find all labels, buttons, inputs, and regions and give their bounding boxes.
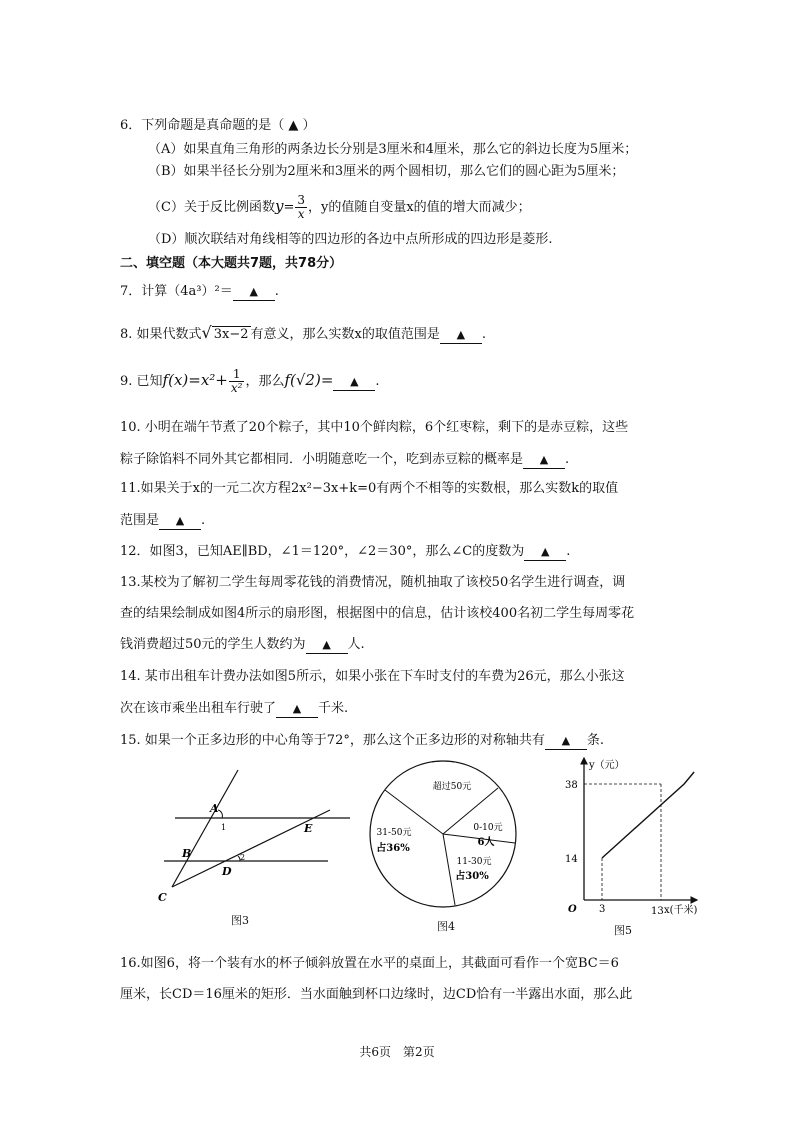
q10-line-1: 10. 小明在端午节煮了20个粽子，其中10个鲜肉粽，6个红枣粽，剩下的是赤豆粽，这些 (120, 420, 629, 435)
q8-end: . (481, 327, 487, 342)
q14-answer-blank[interactable] (276, 701, 318, 718)
label-d: D (222, 865, 232, 878)
q8-text-mid: 有意义，那么实数x的取值范围是 (250, 327, 440, 342)
q9-text-mid: ，那么 (245, 374, 285, 389)
q8-radicand: 3x−2 (213, 327, 249, 342)
triangle-icon: ▲ (456, 328, 466, 341)
label-a: A (210, 802, 219, 815)
figure-3 (150, 760, 365, 930)
q9-fraction (229, 368, 245, 395)
q15 (120, 731, 604, 751)
q15-answer-blank[interactable] (545, 733, 587, 750)
q16-line-1: 16.如图6，将一个装有水的杯子倾斜放置在水平的桌面上，其截面可看作一个宽BC＝6 (120, 956, 619, 971)
q10-answer-blank[interactable] (523, 452, 565, 469)
q11-line-1: 11.如果关于x的一元二次方程2x²−3x+k=0有两个不相等的实数根，那么实数k的取值 (120, 481, 619, 496)
pie-sub-11-30: 占30% (455, 871, 489, 882)
q9-end: . (375, 374, 380, 389)
q6-option-d: （D）顺次联结对角线相等的四边形的各边中点所形成的四边形是菱形. (148, 232, 553, 247)
q7-text: 7．计算（4a³）²＝ (120, 284, 233, 299)
label-angle-2: 2 (240, 853, 246, 862)
section-2-heading: 二、填空题（本大题共7题，共78分） (120, 256, 343, 271)
q7-answer-blank[interactable] (233, 284, 275, 301)
q15-end: 条. (586, 733, 604, 748)
triangle-icon: ▲ (561, 734, 571, 747)
q9-fv: f(√2)= (284, 371, 334, 389)
q16-line-2: 厘米，长CD＝16厘米的矩形．当水面触到杯口边缘时，边CD恰有一半露出水面，那么此 (120, 987, 633, 1002)
q15-text: 15. 如果一个正多边形的中心角等于72°，那么这个正多边形的对称轴共有 (120, 733, 545, 748)
q13-line-2: 查的结果绘制成如图4所示的扇形图，根据图中的信息，估计该校400名初二学生每周零花 (120, 606, 635, 621)
q6-option-c: （C）关于反比例函数y= $\frac{3}{x}$ ，y的值随自变量x的值的增大而减少； (148, 193, 531, 221)
q12-text: 12．如图3，已知AE∥BD，∠1＝120°，∠2＝30°，那么∠C的度数为 (120, 544, 525, 559)
q13-text: 钱消费超过50元的学生人数约为 (120, 637, 306, 652)
label-c: C (158, 891, 167, 904)
origin-label: O (568, 904, 577, 915)
q12-answer-blank[interactable] (524, 544, 566, 561)
q13-line-1: 13.某校为了解初二学生每周零花钱的消费情况，随机抽取了该校50名学生进行调查，调 (120, 575, 626, 590)
q6-stem: 6．下列命题是真命题的是（ ▲ ） (120, 118, 316, 133)
figure-4-caption: 图4 (437, 920, 455, 933)
q11-line-2 (120, 511, 205, 531)
q6-frac-num: 3 (297, 193, 305, 207)
q8-text-pre: 8. 如果代数式 (120, 327, 202, 342)
q13-end: 人. (347, 637, 365, 652)
y-tick-14: 14 (565, 854, 578, 865)
q14-line-1: 14. 某市出租车计费办法如图5所示，如果小张在下车时支付的车费为26元，那么小张这 (120, 669, 625, 684)
pie-label-0-10: 0-10元 (473, 823, 503, 833)
pie-label-over-50: 超过50元 (432, 782, 472, 792)
label-b: B (182, 847, 192, 860)
fare-line (602, 772, 694, 858)
q7 (120, 282, 279, 302)
sqrt-symbol: √ (201, 323, 212, 342)
label-e: E (304, 822, 313, 835)
triangle-icon: ▲ (249, 285, 258, 298)
q12 (120, 542, 570, 562)
q8-answer-blank[interactable] (440, 327, 482, 344)
q11-text: 范围是 (120, 513, 160, 528)
q10-line-2 (120, 450, 569, 470)
q6-option-a: （A）如果直角三角形的两条边长分别是3厘米和4厘米，那么它的斜边长度为5厘米； (148, 142, 638, 157)
q9 (120, 360, 380, 402)
x-axis-label: x(千米) (664, 905, 698, 916)
q14-end: 千米. (318, 701, 349, 716)
q13-answer-blank[interactable] (306, 637, 348, 654)
q6-option-c-pre: （C）关于反比例函数 (148, 200, 275, 215)
q10-end: . (565, 452, 570, 467)
triangle-icon: ▲ (292, 702, 302, 715)
q14-text: 次在该市乘坐出租车行驶了 (120, 701, 277, 716)
label-angle-1: 1 (221, 823, 227, 832)
q11-answer-blank[interactable] (159, 513, 201, 530)
q8 (120, 323, 486, 345)
pie-sub-0-10: 6人 (477, 837, 495, 848)
x-tick-13: 13 (651, 906, 664, 917)
q9-text-pre: 9. 已知 (120, 374, 163, 389)
q14-line-2 (120, 699, 348, 719)
q9-fx: f(x)=x²+ (162, 371, 228, 389)
q11-end: . (201, 513, 206, 528)
figure-5-caption: 图5 (614, 924, 632, 937)
triangle-icon: ▲ (540, 545, 550, 558)
triangle-icon: ▲ (175, 514, 185, 527)
q9-frac-num: 1 (229, 368, 245, 382)
page-footer: 共6页 第2页 (359, 1045, 435, 1059)
angle-1-arc (218, 810, 222, 818)
triangle-icon: ▲ (539, 453, 549, 466)
q10-text: 粽子除馅料不同外其它都相同．小明随意吃一个，吃到赤豆粽的概率是 (120, 452, 524, 467)
q6-option-c-post: ，y的值随自变量x的值的增大而减少； (307, 200, 531, 215)
pie-sub-31-50: 占36% (376, 843, 410, 854)
q9-answer-blank[interactable] (333, 374, 375, 391)
q7-end: . (274, 284, 279, 299)
q6-option-b: （B）如果半径长分别为2厘米和3厘米的两个圆相切，那么它们的圆心距为5厘米； (148, 164, 625, 179)
q12-end: . (566, 544, 571, 559)
y-axis-label: y（元） (589, 760, 625, 771)
triangle-icon: ▲ (322, 638, 331, 651)
q6-frac-den: x (297, 207, 305, 221)
figure-3-caption: 图3 (231, 914, 249, 927)
figure-4 (368, 755, 518, 915)
x-tick-3: 3 (599, 904, 606, 915)
figure-5 (555, 752, 715, 920)
q6-fraction (295, 194, 307, 221)
y-tick-38: 38 (565, 780, 578, 791)
q13-line-3 (120, 635, 365, 655)
triangle-icon: ▲ (350, 375, 359, 388)
pie-label-11-30: 11-30元 (456, 857, 492, 867)
pie-label-31-50: 31-50元 (376, 828, 412, 838)
q9-frac-den: x² (230, 381, 243, 395)
